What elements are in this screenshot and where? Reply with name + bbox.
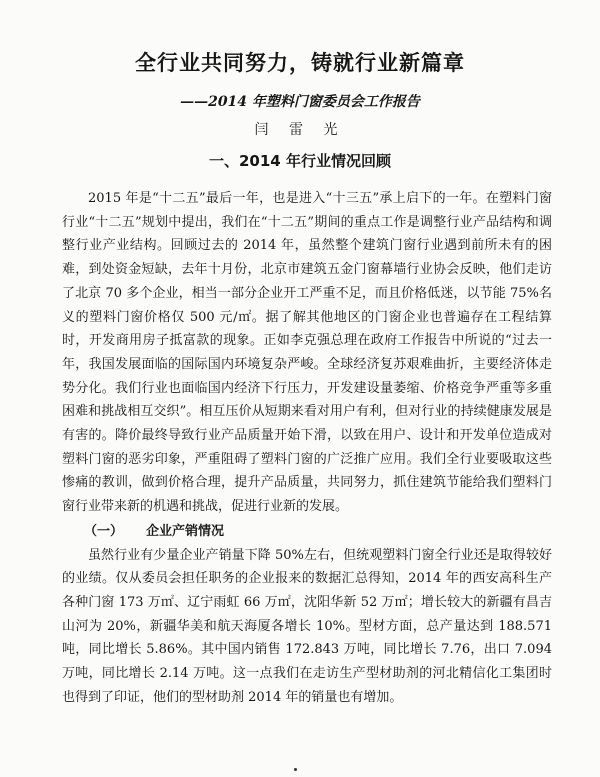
subsection-title: 企业产销情况 [146, 523, 225, 539]
subsection-number: （一） [84, 523, 124, 539]
subsection-heading [62, 520, 552, 544]
document-body [62, 187, 552, 709]
paragraph-production-sales: 虽然行业有少量企业产销量下降 50%左右，但统观塑料门窗全行业还是取得较好的业绩。仅从委员会担任职务的企业报来的数据汇总得知，2014 年的西安高科生产各种门窗 173 万㎡、辽宁雨虹 66 万㎡，沈阳华新 52 万㎡；增长较大的新疆有昌吉山河为 20%，新疆华美和航天海厦各增长 10%。型材方面，总产量达到 188.571 吨，同比增长 5.86%。其中国内销售 172.843 万吨，同比增长 7.76，出口 7.094 万吨，同比增长 2.14 万吨。这一点我们在走访生产型材助剂的河北精信化工集团时也得到了印证，他们的型材助剂 2014 年的销量也有增加。 [62, 547, 552, 705]
section-heading: 一、2014 年行业情况回顾 [209, 152, 391, 170]
paragraph-intro: 2015 年是“十二五”最后一年，也是进入“十三五”承上启下的一年。在塑料门窗行业“十二五”规划中提出，我们在“十二五”期间的重点工作是调整行业产品结构和调整行业产业结构。回顾过去的 2014 年，虽然整个建筑门窗行业遇到前所未有的困难，到处资金短缺，去年十月份，北京市建筑五金门窗幕墙行业协会反映，他们走访了北京 70 多个企业，相当一部分企业开工严重不足，而且价格低迷，以节能 75%名义的塑料门窗价格仅 500 元/㎡。据了解其他地区的门窗企业也普遍存在工程结算时，开发商用房子抵富款的现象。正如李克强总理在政府工作报告中所说的“过去一年，我国发展面临的国际国内环境复杂严峻。全球经济复苏艰难曲折，主要经济体走势分化。我们行业也面临国内经济下行压力，开发建设量萎缩、价格竞争严重等多重困难和挑战相互交织”。相互压价从短期来看对用户有利，但对行业的持续健康发展是有害的。降价最终导致行业产品质量开始下滑，以致在用户、设计和开发单位造成对塑料门窗的恶劣印象，严重阻碍了塑料门窗的广泛推广应用。我们全行业要吸取这些惨痛的教训，做到价格合理，提升产品质量，共同努力，抓住建筑节能给我们塑料门窗行业带来新的机遇和挑战，促进行业新的发展。 [62, 191, 552, 515]
page-marker-dot [294, 768, 297, 771]
document-subtitle: ——2014 年塑料门窗委员会工作报告 [180, 94, 420, 110]
author-name: 闫 雷 光 [254, 122, 346, 138]
document-title: 全行业共同努力，铸就行业新篇章 [135, 51, 465, 75]
